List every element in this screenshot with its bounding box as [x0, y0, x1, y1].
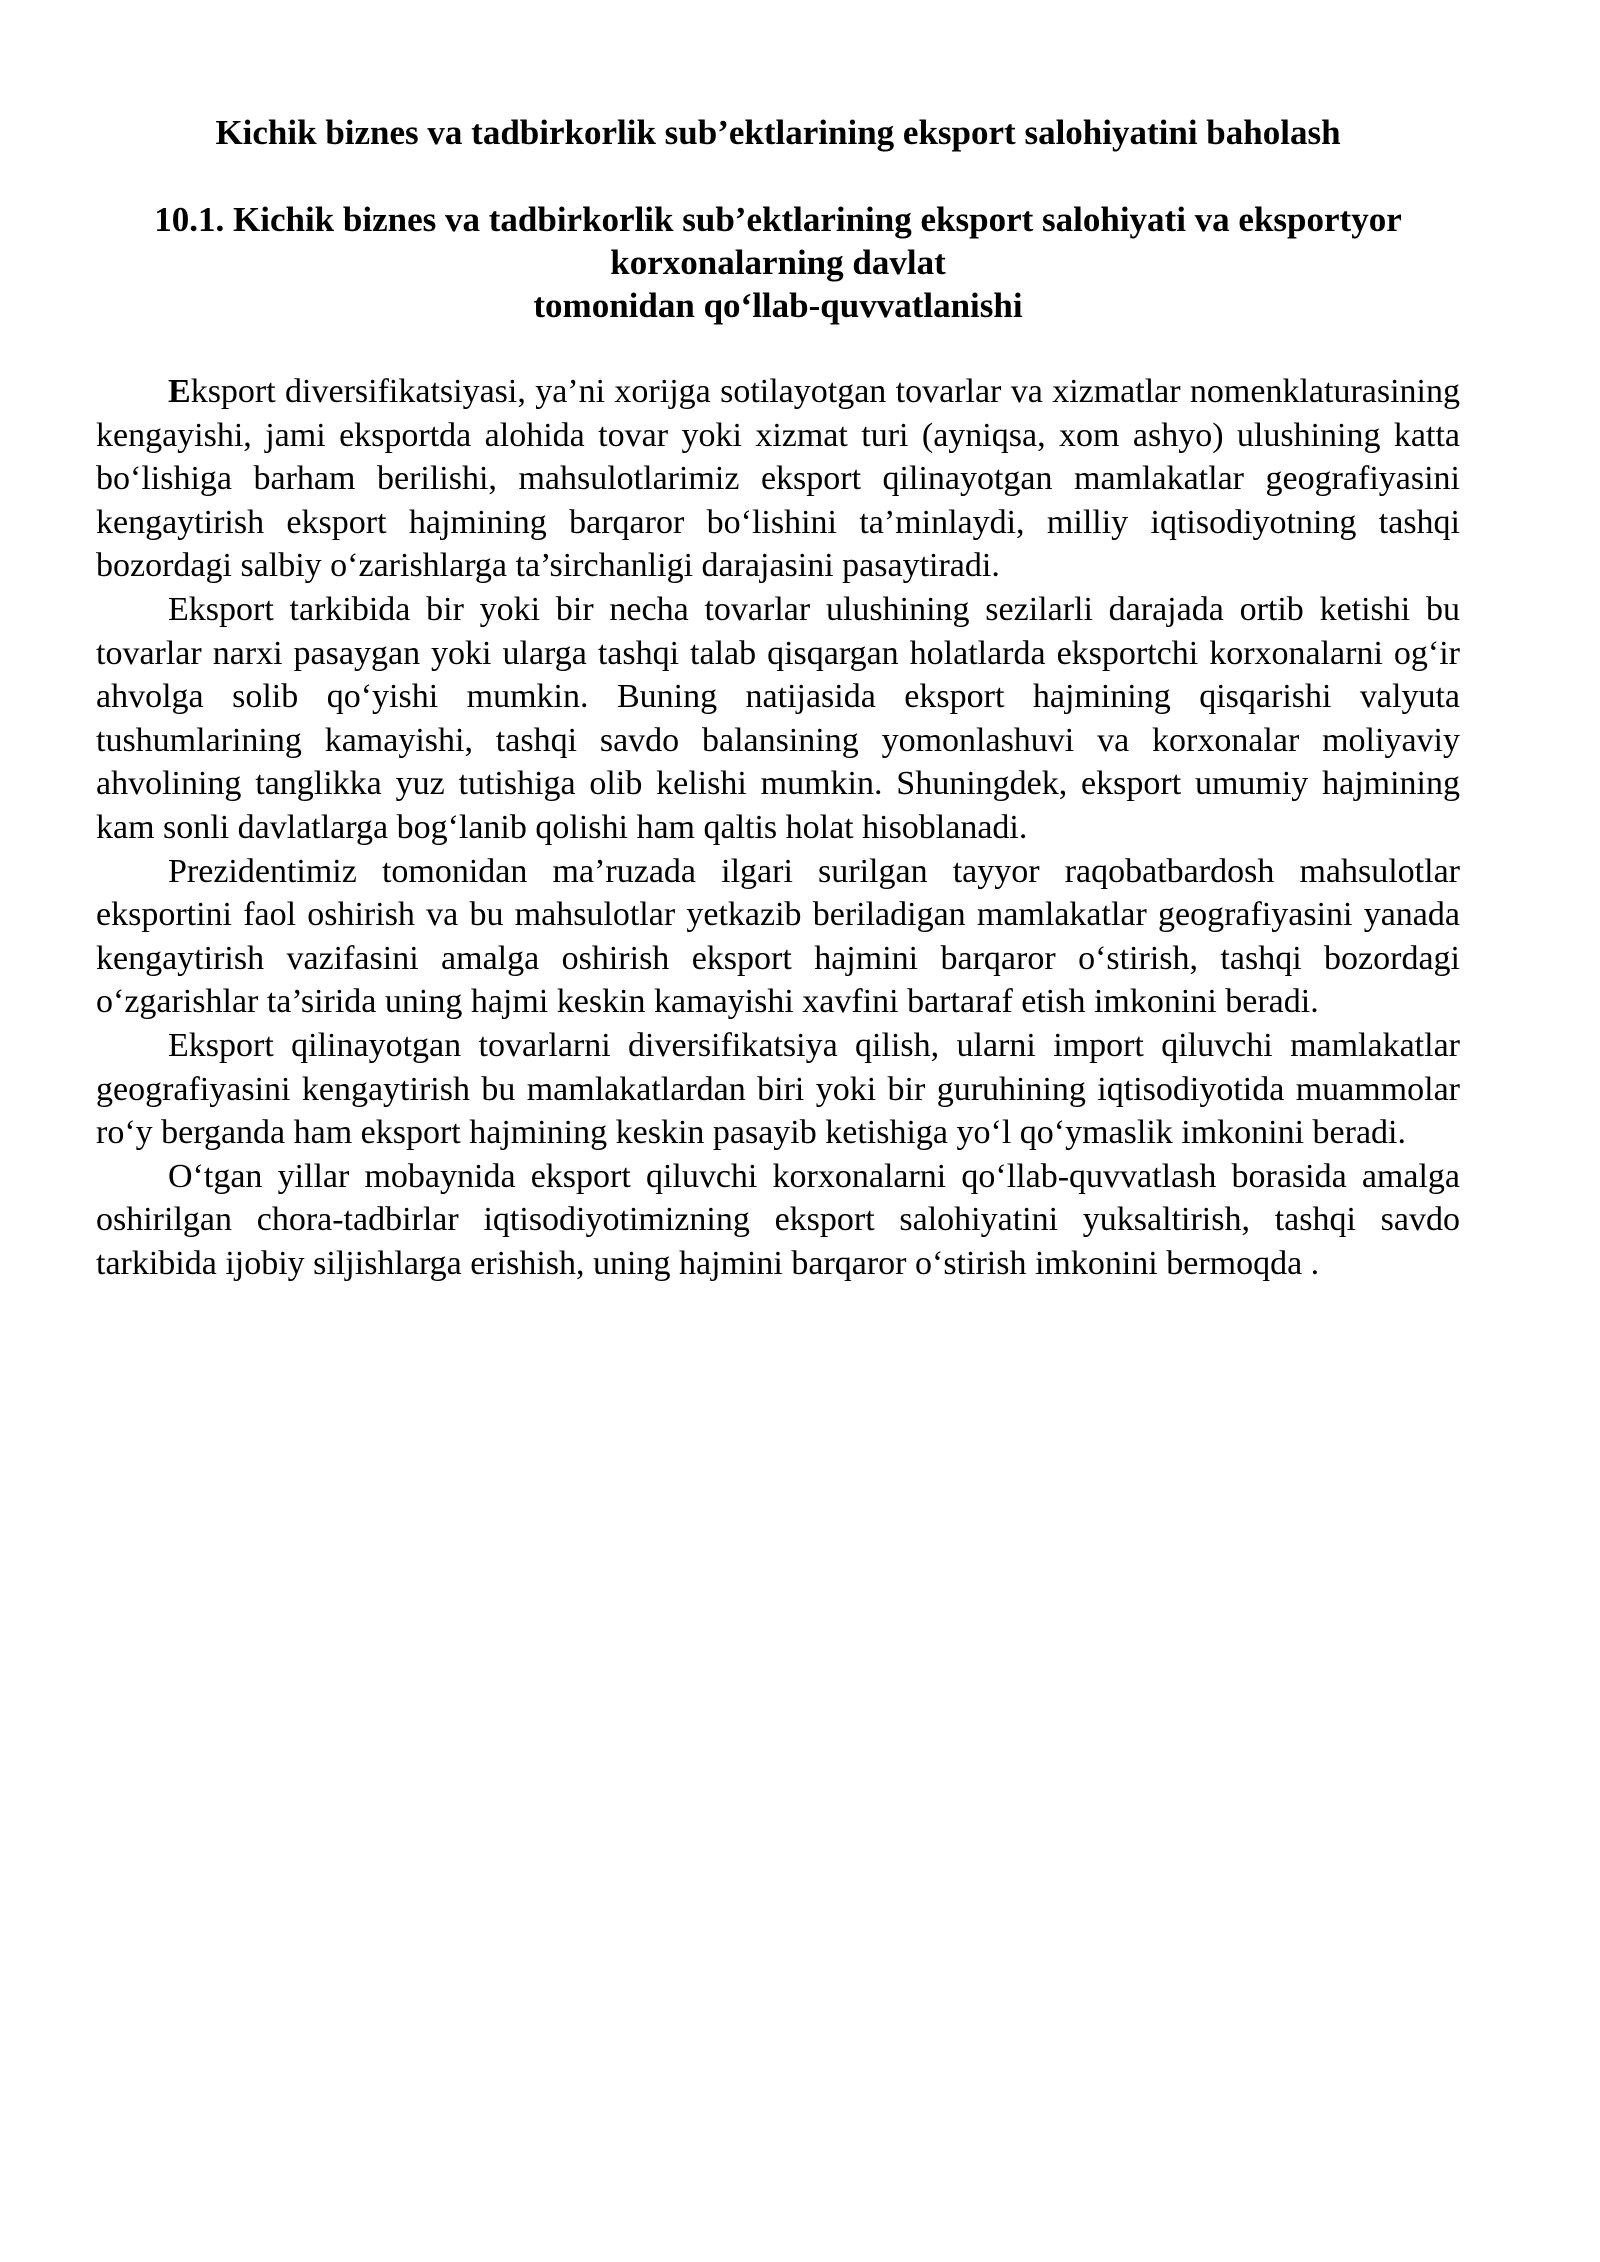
section-heading	[96, 198, 1460, 327]
section-heading-line-3: tomonidan qo‘llab-quvvatlanishi	[533, 286, 1023, 325]
paragraph-1-text: ksport diversifikatsiyasi, ya’ni xorijga sotilayotgan tovarlar va xizmatlar nomenklaturasining kengayishi, jami eksportda alohida tovar yoki xizmat turi (ayniqsa, xom ashyo) ulushining katta bo‘lishiga barham berilishi, mahsulotlarimiz eksport qilinayotgan mamlakatlar geografiyasini kengaytirish eksport hajmining barqaror bo‘lishini ta’minlaydi, milliy iqtisodiyotning tashqi bozordagi salbiy o‘zarishlarga ta’sirchanligi darajasini pasaytiradi.	[96, 373, 1460, 585]
section-heading-line-1: 10.1. Kichik biznes va tadbirkorlik sub’ektlarining eksport salohiyati va eksportyor	[154, 200, 1402, 239]
document-page	[96, 110, 1460, 1285]
paragraph-2: Eksport tarkibida bir yoki bir necha tovarlar ulushining sezilarli darajada ortib ketishi bu tovarlar narxi pasaygan yoki ularga tashqi talab qisqargan holatlarda eksportchi korxonalarni og‘ir ahvolga solib qo‘yishi mumkin. Buning natijasida eksport hajmining qisqarishi valyuta tushumlarining kamayishi, tashqi savdo balansining yomonlashuvi va korxonalar moliyaviy ahvolining tanglikka yuz tutishiga olib kelishi mumkin. Shuningdek, eksport umumiy hajmining kam sonli davlatlarga bog‘lanib qolishi ham qaltis holat hisoblanadi.	[96, 590, 1460, 846]
document-title: Kichik biznes va tadbirkorlik sub’ektlarining eksport salohiyatini baholash	[215, 113, 1341, 152]
paragraph-1-first-letter: E	[168, 373, 191, 410]
paragraph-4: Eksport qilinayotgan tovarlarni diversifikatsiya qilish, ularni import qiluvchi mamlakatlar geografiyasini kengaytirish bu mamlakatlardan biri yoki bir guruhining iqtisodiyotida muammolar ro‘y berganda ham eksport hajmining keskin pasayib ketishiga yo‘l qo‘ymaslik imkonini beradi.	[96, 1026, 1460, 1152]
paragraph-1	[96, 370, 1460, 588]
paragraph-3: Prezidentimiz tomonidan ma’ruzada ilgari surilgan tayyor raqobatbardosh mahsulotlar eksportini faol oshirish va bu mahsulotlar yetkazib beriladigan mamlakatlar geografiyasini yanada kengaytirish vazifasini amalga oshirish eksport hajmini barqaror o‘stirish, tashqi bozordagi o‘zgarishlar ta’sirida uning hajmi keskin kamayishi xavfini bartaraf etish imkonini beradi.	[96, 852, 1460, 1021]
section-heading-line-2: korxonalarning davlat	[610, 243, 946, 282]
body-text	[96, 370, 1460, 1285]
paragraph-5: O‘tgan yillar mobaynida eksport qiluvchi korxonalarni qo‘llab-quvvatlash borasida amalga oshirilgan chora-tadbirlar iqtisodiyotimizning eksport salohiyatini yuksaltirish, tashqi savdo tarkibida ijobiy siljishlarga erishish, uning hajmini barqaror o‘stirish imkonini bermoqda .	[96, 1157, 1460, 1282]
